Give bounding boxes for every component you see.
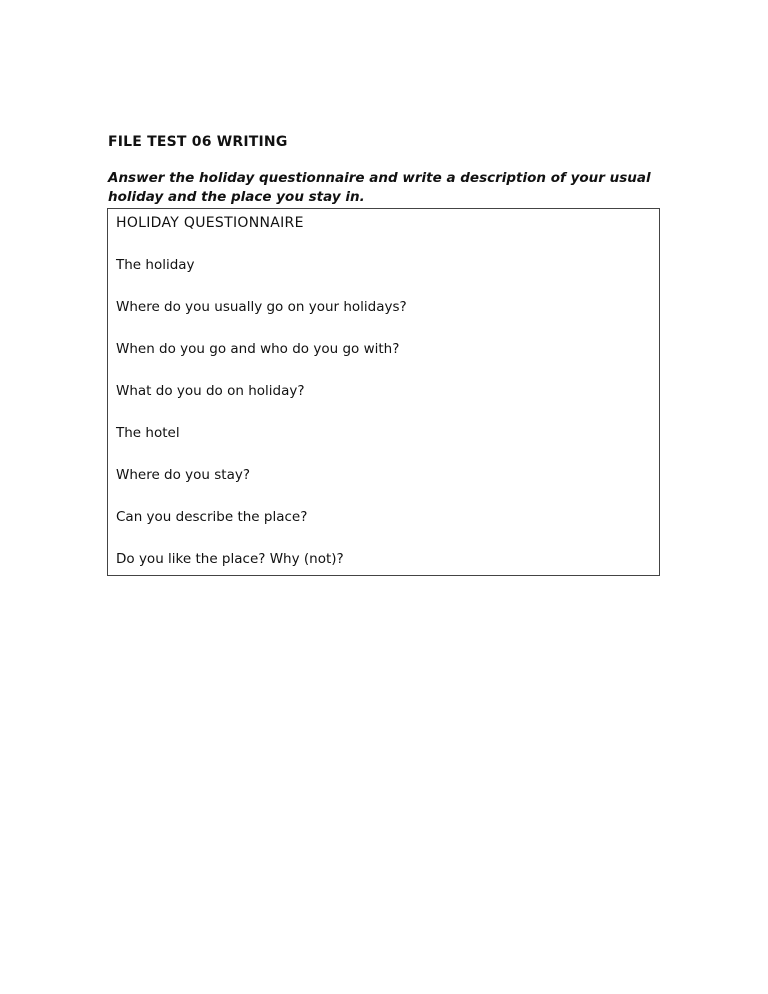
question-what-do: What do you do on holiday? (116, 383, 305, 399)
questionnaire-box (107, 208, 660, 576)
instructions-text: Answer the holiday questionnaire and write a description of your usual holiday and the place you stay in. (108, 170, 651, 205)
question-when-who: When do you go and who do you go with? (116, 341, 400, 357)
question-like-place: Do you like the place? Why (not)? (116, 551, 344, 567)
document-title: FILE TEST 06 WRITING (108, 134, 288, 150)
question-where-stay: Where do you stay? (116, 467, 251, 483)
questionnaire-heading: HOLIDAY QUESTIONNAIRE (116, 215, 304, 231)
section-heading-holiday: The holiday (116, 257, 195, 273)
question-describe-place: Can you describe the place? (116, 509, 308, 525)
section-heading-hotel: The hotel (116, 425, 180, 441)
question-where-go: Where do you usually go on your holidays? (116, 299, 407, 315)
